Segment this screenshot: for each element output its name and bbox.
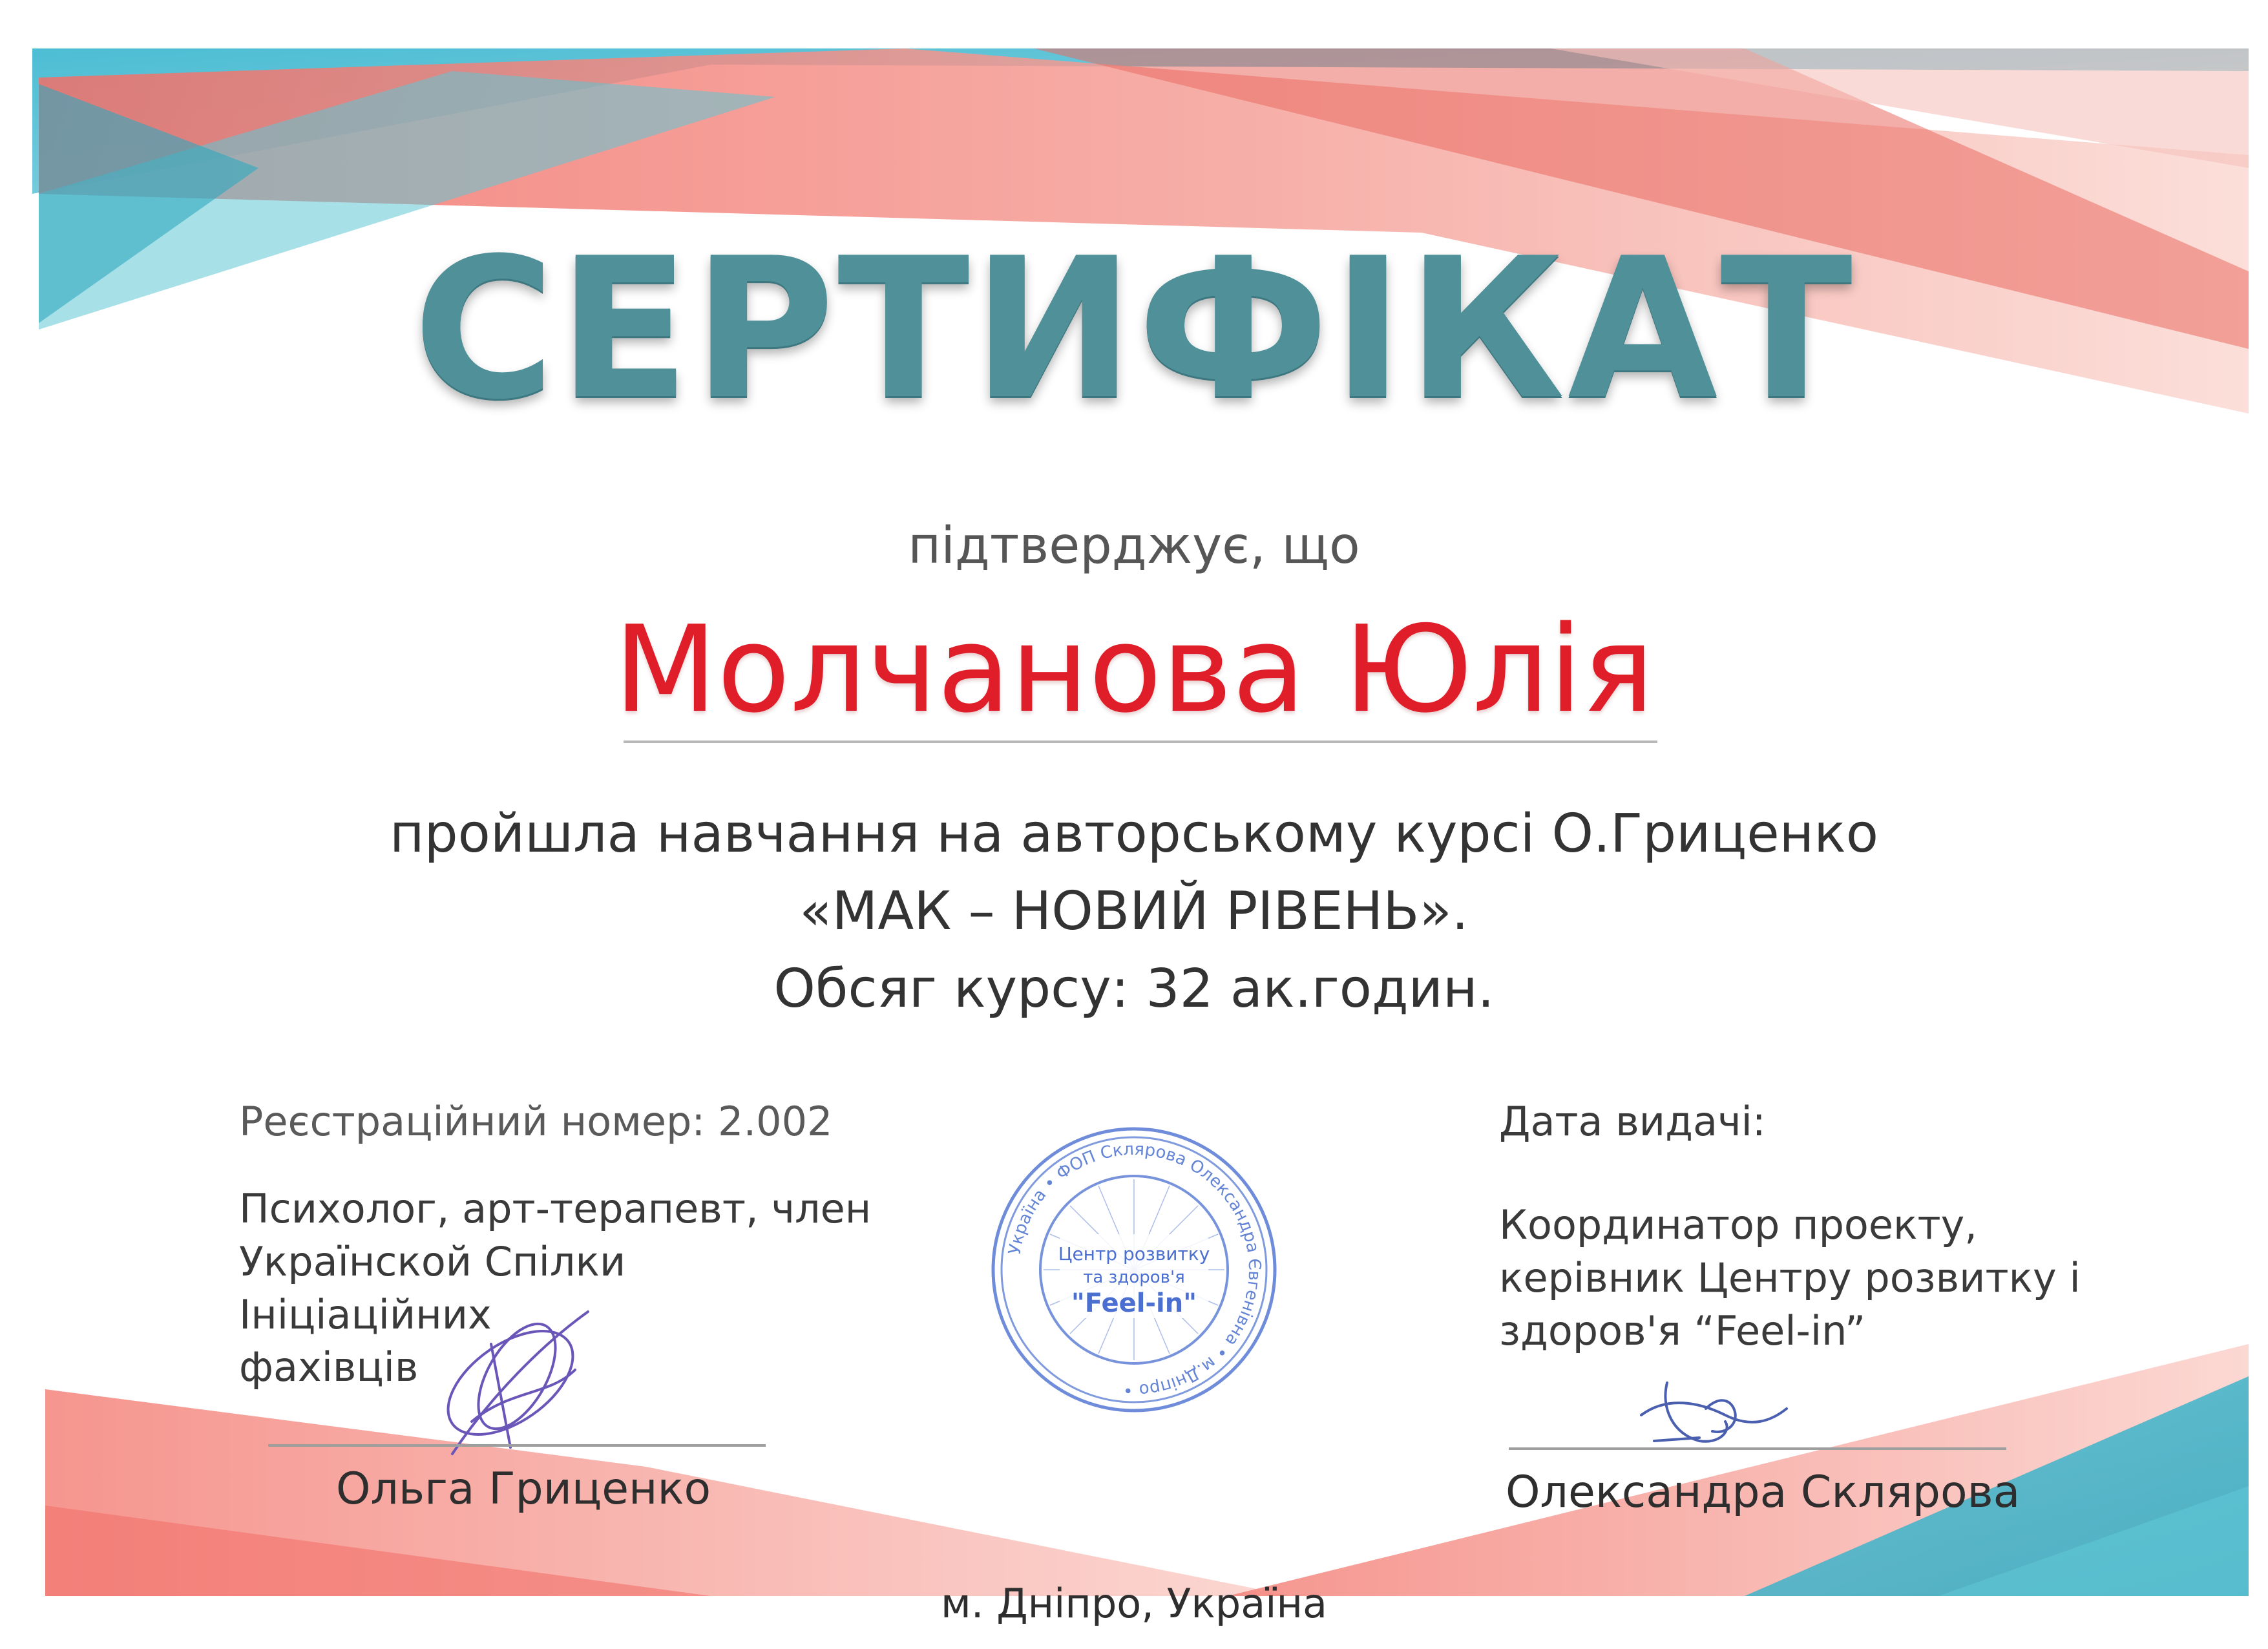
stamp-center-line-2: та здоров'я	[1083, 1268, 1185, 1287]
left-signature-line	[268, 1444, 766, 1447]
right-signer-name: Олександра Склярова	[1506, 1467, 2021, 1518]
right-signature-line	[1509, 1447, 2006, 1450]
organization-stamp	[989, 1124, 1279, 1415]
city-footer: м. Дніпро, Україна	[941, 1580, 1327, 1627]
stamp-center-line-3: "Feel-in"	[1071, 1288, 1197, 1318]
course-line-1: пройшла навчання на авторському курсі О.Гриценко	[389, 803, 1878, 865]
right-description-line: здоров'я “Feel-in”	[1499, 1307, 1866, 1354]
certificate-title: СЕРТИФІКАТ	[413, 216, 1855, 442]
left-description-line: Психолог, арт-терапевт, член	[239, 1185, 872, 1232]
right-description-line: керівник Центру розвитку і	[1499, 1254, 2081, 1301]
left-description-line: Українской Спілки Ініціаційних	[239, 1237, 626, 1338]
left-signer-name: Ольга Гриценко	[336, 1464, 711, 1515]
right-description-line: Координатор проекту,	[1499, 1201, 1977, 1248]
confirms-text: підтверджує, що	[908, 517, 1360, 575]
registration-number: Реєстраційний номер: 2.002	[239, 1098, 833, 1145]
left-description-line: фахівців	[239, 1343, 419, 1391]
stamp-center-line-1: Центр розвитку	[1058, 1243, 1210, 1265]
course-line-2: «МАК – НОВИЙ РІВЕНЬ».	[799, 881, 1469, 942]
stamp-ring-text: Україна • ФОП Склярова Олександра Євгенівна • м.Дніпро •	[1005, 1139, 1265, 1400]
right-description	[1499, 1199, 2132, 1357]
right-signature-icon	[1628, 1370, 1796, 1460]
recipient-name: Молчанова Юлія	[614, 600, 1654, 739]
name-underline	[624, 740, 1657, 743]
course-line-3: Обсяг курсу: 32 ак.годин.	[773, 958, 1495, 1020]
issue-date-label: Дата видачі:	[1499, 1098, 1766, 1145]
